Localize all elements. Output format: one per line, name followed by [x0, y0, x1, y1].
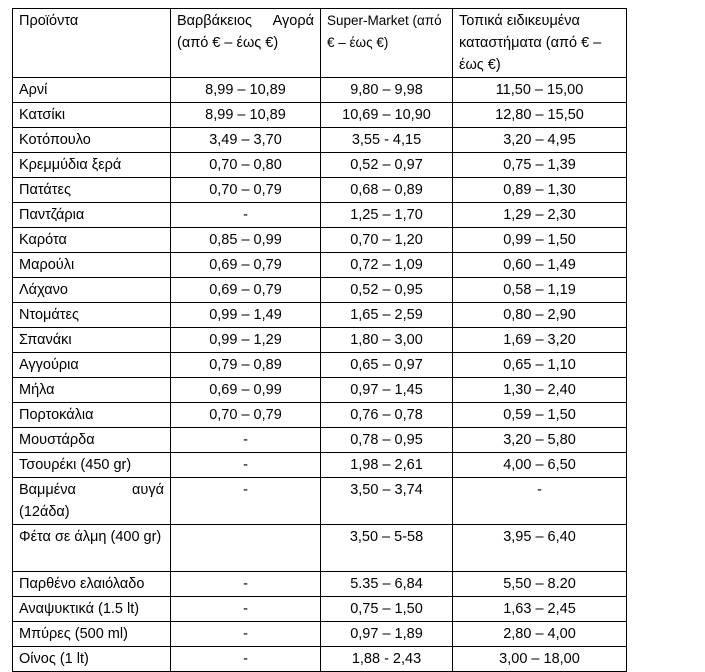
product-name-cell: Κρεμμύδια ξερά — [13, 153, 171, 178]
product-name-cell: Λάχανο — [13, 278, 171, 303]
varvakeios-price-cell: - — [171, 453, 321, 478]
product-name-cell: Παρθένο ελαιόλαδο — [13, 572, 171, 597]
supermarket-price-cell: 1,88 - 2,43 — [321, 647, 453, 672]
table-row — [13, 128, 627, 153]
table-row — [13, 228, 627, 253]
table-row — [13, 103, 627, 128]
table-row — [13, 572, 627, 597]
supermarket-price-cell: 1,25 – 1,70 — [321, 203, 453, 228]
table-row — [13, 78, 627, 103]
header-products: Προϊόντα — [13, 9, 171, 78]
local-store-price-cell: 2,80 – 4,00 — [453, 622, 627, 647]
varvakeios-price-cell: 8,99 – 10,89 — [171, 103, 321, 128]
varvakeios-price-cell: - — [171, 428, 321, 453]
table-header-row — [13, 9, 627, 78]
table-row — [13, 203, 627, 228]
table-row — [13, 178, 627, 203]
table-row — [13, 622, 627, 647]
supermarket-price-cell: 9,80 – 9,98 — [321, 78, 453, 103]
table-row — [13, 453, 627, 478]
local-store-price-cell: 0,58 – 1,19 — [453, 278, 627, 303]
table-row — [13, 303, 627, 328]
local-store-price-cell: 0,59 – 1,50 — [453, 403, 627, 428]
varvakeios-price-cell: - — [171, 597, 321, 622]
varvakeios-price-cell: 0,69 – 0,79 — [171, 253, 321, 278]
local-store-price-cell: 0,89 – 1,30 — [453, 178, 627, 203]
varvakeios-price-cell: 0,69 – 0,79 — [171, 278, 321, 303]
table-row — [13, 597, 627, 622]
table-row — [13, 403, 627, 428]
supermarket-price-cell: 1,80 – 3,00 — [321, 328, 453, 353]
local-store-price-cell: 0,75 – 1,39 — [453, 153, 627, 178]
varvakeios-price-cell: 0,70 – 0,80 — [171, 153, 321, 178]
table-body — [13, 78, 627, 672]
supermarket-price-cell: 0,72 – 1,09 — [321, 253, 453, 278]
table-row — [13, 647, 627, 672]
varvakeios-price-cell: - — [171, 572, 321, 597]
local-store-price-cell: 0,65 – 1,10 — [453, 353, 627, 378]
product-name-cell: Πορτοκάλια — [13, 403, 171, 428]
product-name-cell: Βαμμένα αυγά (12άδα) — [13, 478, 171, 525]
product-name-cell: Αρνί — [13, 78, 171, 103]
varvakeios-price-cell — [171, 525, 321, 572]
product-name-cell: Μουστάρδα — [13, 428, 171, 453]
local-store-price-cell: 1,30 – 2,40 — [453, 378, 627, 403]
varvakeios-price-cell: 0,85 – 0,99 — [171, 228, 321, 253]
product-name-cell: Σπανάκι — [13, 328, 171, 353]
local-store-price-cell: 1,69 – 3,20 — [453, 328, 627, 353]
local-store-price-cell: 3,95 – 6,40 — [453, 525, 627, 572]
price-comparison-table — [12, 8, 627, 672]
table-row — [13, 328, 627, 353]
supermarket-price-cell: 3,50 – 3,74 — [321, 478, 453, 525]
product-name-cell: Τσουρέκι (450 gr) — [13, 453, 171, 478]
local-store-price-cell: 12,80 – 15,50 — [453, 103, 627, 128]
supermarket-price-cell: 0,75 – 1,50 — [321, 597, 453, 622]
supermarket-price-cell: 0,97 – 1,45 — [321, 378, 453, 403]
product-name-cell: Καρότα — [13, 228, 171, 253]
local-store-price-cell: 1,63 – 2,45 — [453, 597, 627, 622]
supermarket-price-cell: 0,78 – 0,95 — [321, 428, 453, 453]
product-name-cell: Μήλα — [13, 378, 171, 403]
table-row — [13, 278, 627, 303]
local-store-price-cell: 4,00 – 6,50 — [453, 453, 627, 478]
product-name-cell: Πατάτες — [13, 178, 171, 203]
supermarket-price-cell: 10,69 – 10,90 — [321, 103, 453, 128]
local-store-price-cell: 3,00 – 18,00 — [453, 647, 627, 672]
product-name-cell: Αναψυκτικά (1.5 lt) — [13, 597, 171, 622]
header-varvakeios-market: Βαρβάκειος Αγορά (από € – έως €) — [171, 9, 321, 78]
local-store-price-cell: - — [453, 478, 627, 525]
varvakeios-price-cell: - — [171, 647, 321, 672]
varvakeios-price-cell: 3,49 – 3,70 — [171, 128, 321, 153]
supermarket-price-cell: 3,55 - 4,15 — [321, 128, 453, 153]
supermarket-price-cell: 1,65 – 2,59 — [321, 303, 453, 328]
supermarket-price-cell: 0,52 – 0,97 — [321, 153, 453, 178]
supermarket-price-cell: 1,98 – 2,61 — [321, 453, 453, 478]
supermarket-price-cell: 0,68 – 0,89 — [321, 178, 453, 203]
varvakeios-price-cell: - — [171, 622, 321, 647]
product-name-cell: Κατσίκι — [13, 103, 171, 128]
local-store-price-cell: 5,50 – 8.20 — [453, 572, 627, 597]
supermarket-price-cell: 0,65 – 0,97 — [321, 353, 453, 378]
table-row — [13, 525, 627, 572]
varvakeios-price-cell: - — [171, 203, 321, 228]
local-store-price-cell: 3,20 – 4,95 — [453, 128, 627, 153]
product-name-cell: Παντζάρια — [13, 203, 171, 228]
table-row — [13, 428, 627, 453]
varvakeios-price-cell: 0,70 – 0,79 — [171, 403, 321, 428]
product-name-cell: Μαρούλι — [13, 253, 171, 278]
varvakeios-price-cell: 0,99 – 1,49 — [171, 303, 321, 328]
varvakeios-price-cell: 8,99 – 10,89 — [171, 78, 321, 103]
supermarket-price-cell: 0,70 – 1,20 — [321, 228, 453, 253]
supermarket-price-cell: 3,50 – 5-58 — [321, 525, 453, 572]
supermarket-price-cell: 0,76 – 0,78 — [321, 403, 453, 428]
local-store-price-cell: 0,60 – 1,49 — [453, 253, 627, 278]
supermarket-price-cell: 0,97 – 1,89 — [321, 622, 453, 647]
product-name-cell: Μπύρες (500 ml) — [13, 622, 171, 647]
local-store-price-cell: 0,80 – 2,90 — [453, 303, 627, 328]
table-row — [13, 478, 627, 525]
local-store-price-cell: 11,50 – 15,00 — [453, 78, 627, 103]
price-comparison-document — [12, 8, 627, 672]
product-name-cell: Φέτα σε άλμη (400 gr) — [13, 525, 171, 572]
table-row — [13, 253, 627, 278]
local-store-price-cell: 0,99 – 1,50 — [453, 228, 627, 253]
product-name-cell: Κοτόπουλο — [13, 128, 171, 153]
varvakeios-price-cell: 0,99 – 1,29 — [171, 328, 321, 353]
header-local-specialty-stores: Τοπικά ειδικευμένα καταστήματα (από € – έως €) — [453, 9, 627, 78]
product-name-cell: Οίνος (1 lt) — [13, 647, 171, 672]
local-store-price-cell: 1,29 – 2,30 — [453, 203, 627, 228]
supermarket-price-cell: 5.35 – 6,84 — [321, 572, 453, 597]
supermarket-price-cell: 0,52 – 0,95 — [321, 278, 453, 303]
product-name-cell: Αγγούρια — [13, 353, 171, 378]
local-store-price-cell: 3,20 – 5,80 — [453, 428, 627, 453]
header-super-market: Super-Market (από € – έως €) — [321, 9, 453, 78]
table-row — [13, 378, 627, 403]
varvakeios-price-cell: 0,79 – 0,89 — [171, 353, 321, 378]
table-row — [13, 153, 627, 178]
varvakeios-price-cell: 0,69 – 0,99 — [171, 378, 321, 403]
product-name-cell: Ντομάτες — [13, 303, 171, 328]
varvakeios-price-cell: 0,70 – 0,79 — [171, 178, 321, 203]
varvakeios-price-cell: - — [171, 478, 321, 525]
table-row — [13, 353, 627, 378]
